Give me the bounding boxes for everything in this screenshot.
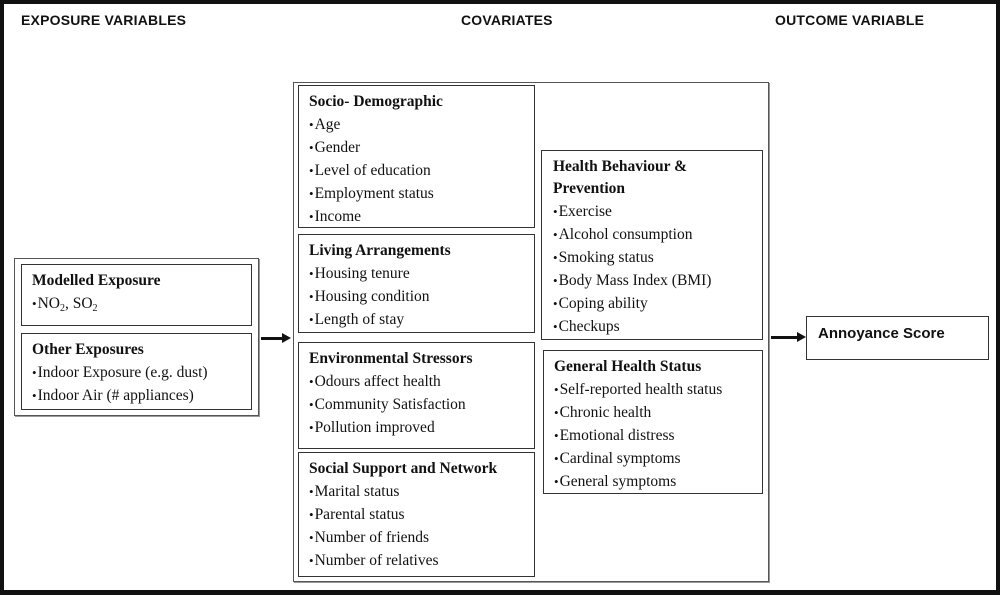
modelled-exposure-box bbox=[21, 264, 252, 326]
list-item bbox=[309, 370, 524, 393]
item-label: Smoking status bbox=[558, 249, 654, 266]
bullet-icon: • bbox=[309, 163, 314, 178]
item-label: Coping ability bbox=[558, 295, 648, 312]
modelled-exposure-item bbox=[32, 292, 241, 315]
item-label: Employment status bbox=[314, 185, 434, 202]
list-item bbox=[309, 136, 524, 159]
item-label: Odours affect health bbox=[314, 373, 441, 390]
item-label: Parental status bbox=[314, 506, 405, 523]
social-support-title: Social Support and Network bbox=[309, 460, 498, 477]
health-behaviour-title: Health Behaviour & Prevention bbox=[553, 158, 688, 197]
bullet-icon: • bbox=[553, 204, 558, 219]
list-item bbox=[553, 246, 751, 269]
bullet-icon: • bbox=[309, 374, 314, 389]
list-item bbox=[553, 223, 751, 246]
item-label: Chronic health bbox=[559, 404, 652, 421]
item-label: Emotional distress bbox=[559, 427, 675, 444]
list-item bbox=[554, 470, 752, 493]
item-label: Alcohol consumption bbox=[558, 226, 693, 243]
environmental-stressors-title: Environmental Stressors bbox=[309, 350, 473, 367]
item-label: Housing condition bbox=[314, 288, 430, 305]
list-item bbox=[309, 549, 524, 572]
header-covariates: COVARIATES bbox=[461, 12, 553, 28]
modelled-exposure-title: Modelled Exposure bbox=[32, 272, 161, 289]
bullet-icon: • bbox=[553, 273, 558, 288]
bullet-icon: • bbox=[554, 382, 559, 397]
socio-demographic-title: Socio- Demographic bbox=[309, 93, 443, 110]
item-label: Number of relatives bbox=[314, 552, 439, 569]
list-item bbox=[554, 378, 752, 401]
social-support-box bbox=[298, 452, 535, 577]
item-label: Body Mass Index (BMI) bbox=[558, 272, 712, 289]
item-label: Cardinal symptoms bbox=[559, 450, 681, 467]
item-label: Housing tenure bbox=[314, 265, 410, 282]
list-item bbox=[553, 315, 751, 338]
list-item bbox=[553, 269, 751, 292]
bullet-icon: • bbox=[309, 397, 314, 412]
bullet-icon: • bbox=[309, 266, 314, 281]
list-item bbox=[309, 205, 524, 228]
so2-label: , SO bbox=[64, 295, 93, 312]
arrow-covariates-to-outcome bbox=[771, 336, 799, 339]
list-item bbox=[553, 200, 751, 223]
item-label: Indoor Air (# appliances) bbox=[37, 387, 194, 404]
bullet-icon: • bbox=[309, 484, 314, 499]
list-item bbox=[32, 361, 241, 384]
item-label: Self-reported health status bbox=[559, 381, 723, 398]
list-item bbox=[309, 393, 524, 416]
list-item bbox=[309, 262, 524, 285]
socio-demographic-box bbox=[298, 85, 535, 228]
item-label: Age bbox=[314, 116, 341, 133]
item-label: Length of stay bbox=[314, 311, 405, 328]
item-label: General symptoms bbox=[559, 473, 677, 490]
other-exposures-box bbox=[21, 333, 252, 410]
so2-subscript: 2 bbox=[92, 303, 98, 314]
bullet-icon: • bbox=[554, 451, 559, 466]
no2-label: NO bbox=[37, 295, 60, 312]
list-item bbox=[309, 285, 524, 308]
item-label: Pollution improved bbox=[314, 419, 435, 436]
bullet-icon: • bbox=[554, 405, 559, 420]
item-label: Income bbox=[314, 208, 362, 225]
item-label: Exercise bbox=[558, 203, 612, 220]
bullet-icon: • bbox=[309, 553, 314, 568]
header-outcome-variable: OUTCOME VARIABLE bbox=[775, 12, 925, 28]
list-item bbox=[309, 159, 524, 182]
bullet-icon: • bbox=[309, 209, 314, 224]
item-label: Gender bbox=[314, 139, 361, 156]
general-health-title: General Health Status bbox=[554, 358, 702, 375]
list-item bbox=[309, 182, 524, 205]
bullet-icon: • bbox=[309, 117, 314, 132]
list-item bbox=[309, 480, 524, 503]
no2-subscript: 2 bbox=[59, 303, 65, 314]
living-arrangements-title: Living Arrangements bbox=[309, 242, 451, 259]
bullet-icon: • bbox=[553, 296, 558, 311]
list-item bbox=[554, 447, 752, 470]
item-label: Marital status bbox=[314, 483, 400, 500]
arrow-exposure-to-covariates bbox=[261, 337, 284, 340]
item-label: Number of friends bbox=[314, 529, 430, 546]
general-health-box bbox=[543, 350, 763, 494]
bullet-icon: • bbox=[309, 140, 314, 155]
list-item bbox=[553, 292, 751, 315]
list-item bbox=[309, 308, 524, 331]
bullet-icon: • bbox=[309, 530, 314, 545]
bullet-icon: • bbox=[309, 186, 314, 201]
bullet-icon: • bbox=[32, 365, 37, 380]
list-item bbox=[554, 401, 752, 424]
bullet-icon: • bbox=[554, 428, 559, 443]
bullet-icon: • bbox=[309, 507, 314, 522]
item-label: Level of education bbox=[314, 162, 431, 179]
list-item bbox=[554, 424, 752, 447]
annoyance-score-label: Annoyance Score bbox=[818, 325, 945, 342]
bullet-icon: • bbox=[553, 227, 558, 242]
bullet-icon: • bbox=[309, 312, 314, 327]
bullet-icon: • bbox=[553, 319, 558, 334]
bullet-icon: • bbox=[32, 388, 37, 403]
list-item bbox=[309, 526, 524, 549]
header-exposure-variables: EXPOSURE VARIABLES bbox=[21, 12, 187, 28]
list-item bbox=[32, 384, 241, 407]
other-exposures-title: Other Exposures bbox=[32, 341, 144, 358]
item-label: Indoor Exposure (e.g. dust) bbox=[37, 364, 208, 381]
item-label: Community Satisfaction bbox=[314, 396, 466, 413]
environmental-stressors-box bbox=[298, 342, 535, 449]
outcome-box bbox=[806, 316, 989, 360]
bullet-icon: • bbox=[554, 474, 559, 489]
bullet-icon: • bbox=[32, 296, 37, 311]
list-item bbox=[309, 503, 524, 526]
list-item bbox=[309, 113, 524, 136]
living-arrangements-box bbox=[298, 234, 535, 333]
bullet-icon: • bbox=[309, 420, 314, 435]
item-label: Checkups bbox=[558, 318, 620, 335]
list-item bbox=[309, 416, 524, 439]
bullet-icon: • bbox=[553, 250, 558, 265]
bullet-icon: • bbox=[309, 289, 314, 304]
health-behaviour-box bbox=[541, 150, 763, 340]
